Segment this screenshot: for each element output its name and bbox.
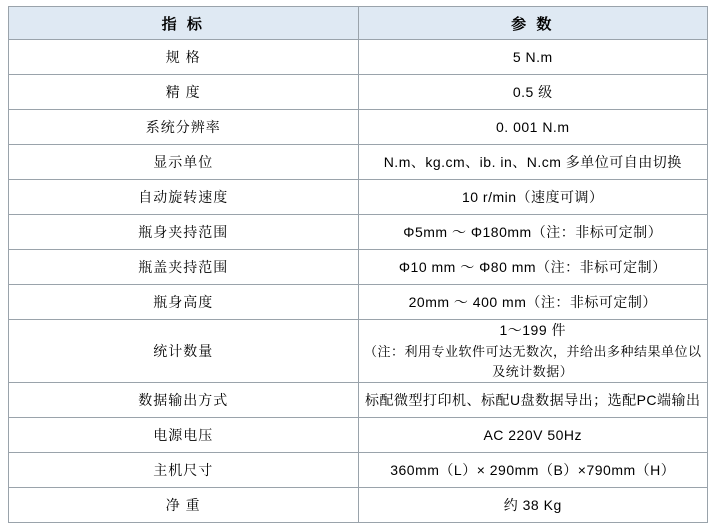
row-label: 系统分辨率 (9, 110, 359, 145)
row-value: 360mm（L）× 290mm（B）×790mm（H） (358, 452, 708, 487)
table-header (9, 7, 708, 40)
row-value: Φ10 mm ～ Φ80 mm（注：非标可定制） (358, 250, 708, 285)
row-label: 数据输出方式 (9, 382, 359, 417)
table-body (9, 40, 708, 523)
table-row (9, 320, 708, 383)
row-label: 自动旋转速度 (9, 180, 359, 215)
row-value: 0.5 级 (358, 75, 708, 110)
table-row (9, 145, 708, 180)
table-row (9, 215, 708, 250)
column-header-parameter: 参 数 (358, 7, 708, 40)
row-value: Φ5mm ～ Φ180mm（注：非标可定制） (358, 215, 708, 250)
row-label: 精 度 (9, 75, 359, 110)
row-label: 瓶盖夹持范围 (9, 250, 359, 285)
row-value (358, 320, 708, 383)
row-label: 主机尺寸 (9, 452, 359, 487)
table-row (9, 452, 708, 487)
row-label: 瓶身高度 (9, 285, 359, 320)
column-header-indicator: 指 标 (9, 7, 359, 40)
row-value-line2: （注：利用专业软件可达无数次，并给出多种结果单位以及统计数据） (363, 343, 702, 379)
row-label: 统计数量 (9, 320, 359, 383)
row-value: 10 r/min（速度可调） (358, 180, 708, 215)
table-row (9, 40, 708, 75)
table-row (9, 487, 708, 522)
row-value-line1: 1～199 件 (499, 322, 567, 338)
table-row (9, 75, 708, 110)
row-value: 5 N.m (358, 40, 708, 75)
row-value: 标配微型打印机、标配U盘数据导出；选配PC端输出 (358, 382, 708, 417)
row-value: 20mm ～ 400 mm（注：非标可定制） (358, 285, 708, 320)
specification-table (8, 6, 708, 523)
row-value: N.m、kg.cm、ib. in、N.cm 多单位可自由切换 (358, 145, 708, 180)
table-row (9, 417, 708, 452)
table-header-row (9, 7, 708, 40)
table-row (9, 180, 708, 215)
row-label: 显示单位 (9, 145, 359, 180)
table-row (9, 285, 708, 320)
row-label: 规 格 (9, 40, 359, 75)
row-label: 瓶身夹持范围 (9, 215, 359, 250)
table-row (9, 382, 708, 417)
table-row (9, 250, 708, 285)
row-value: 0. 001 N.m (358, 110, 708, 145)
row-value: 约 38 Kg (358, 487, 708, 522)
table-row (9, 110, 708, 145)
row-label: 净 重 (9, 487, 359, 522)
row-value: AC 220V 50Hz (358, 417, 708, 452)
row-label: 电源电压 (9, 417, 359, 452)
